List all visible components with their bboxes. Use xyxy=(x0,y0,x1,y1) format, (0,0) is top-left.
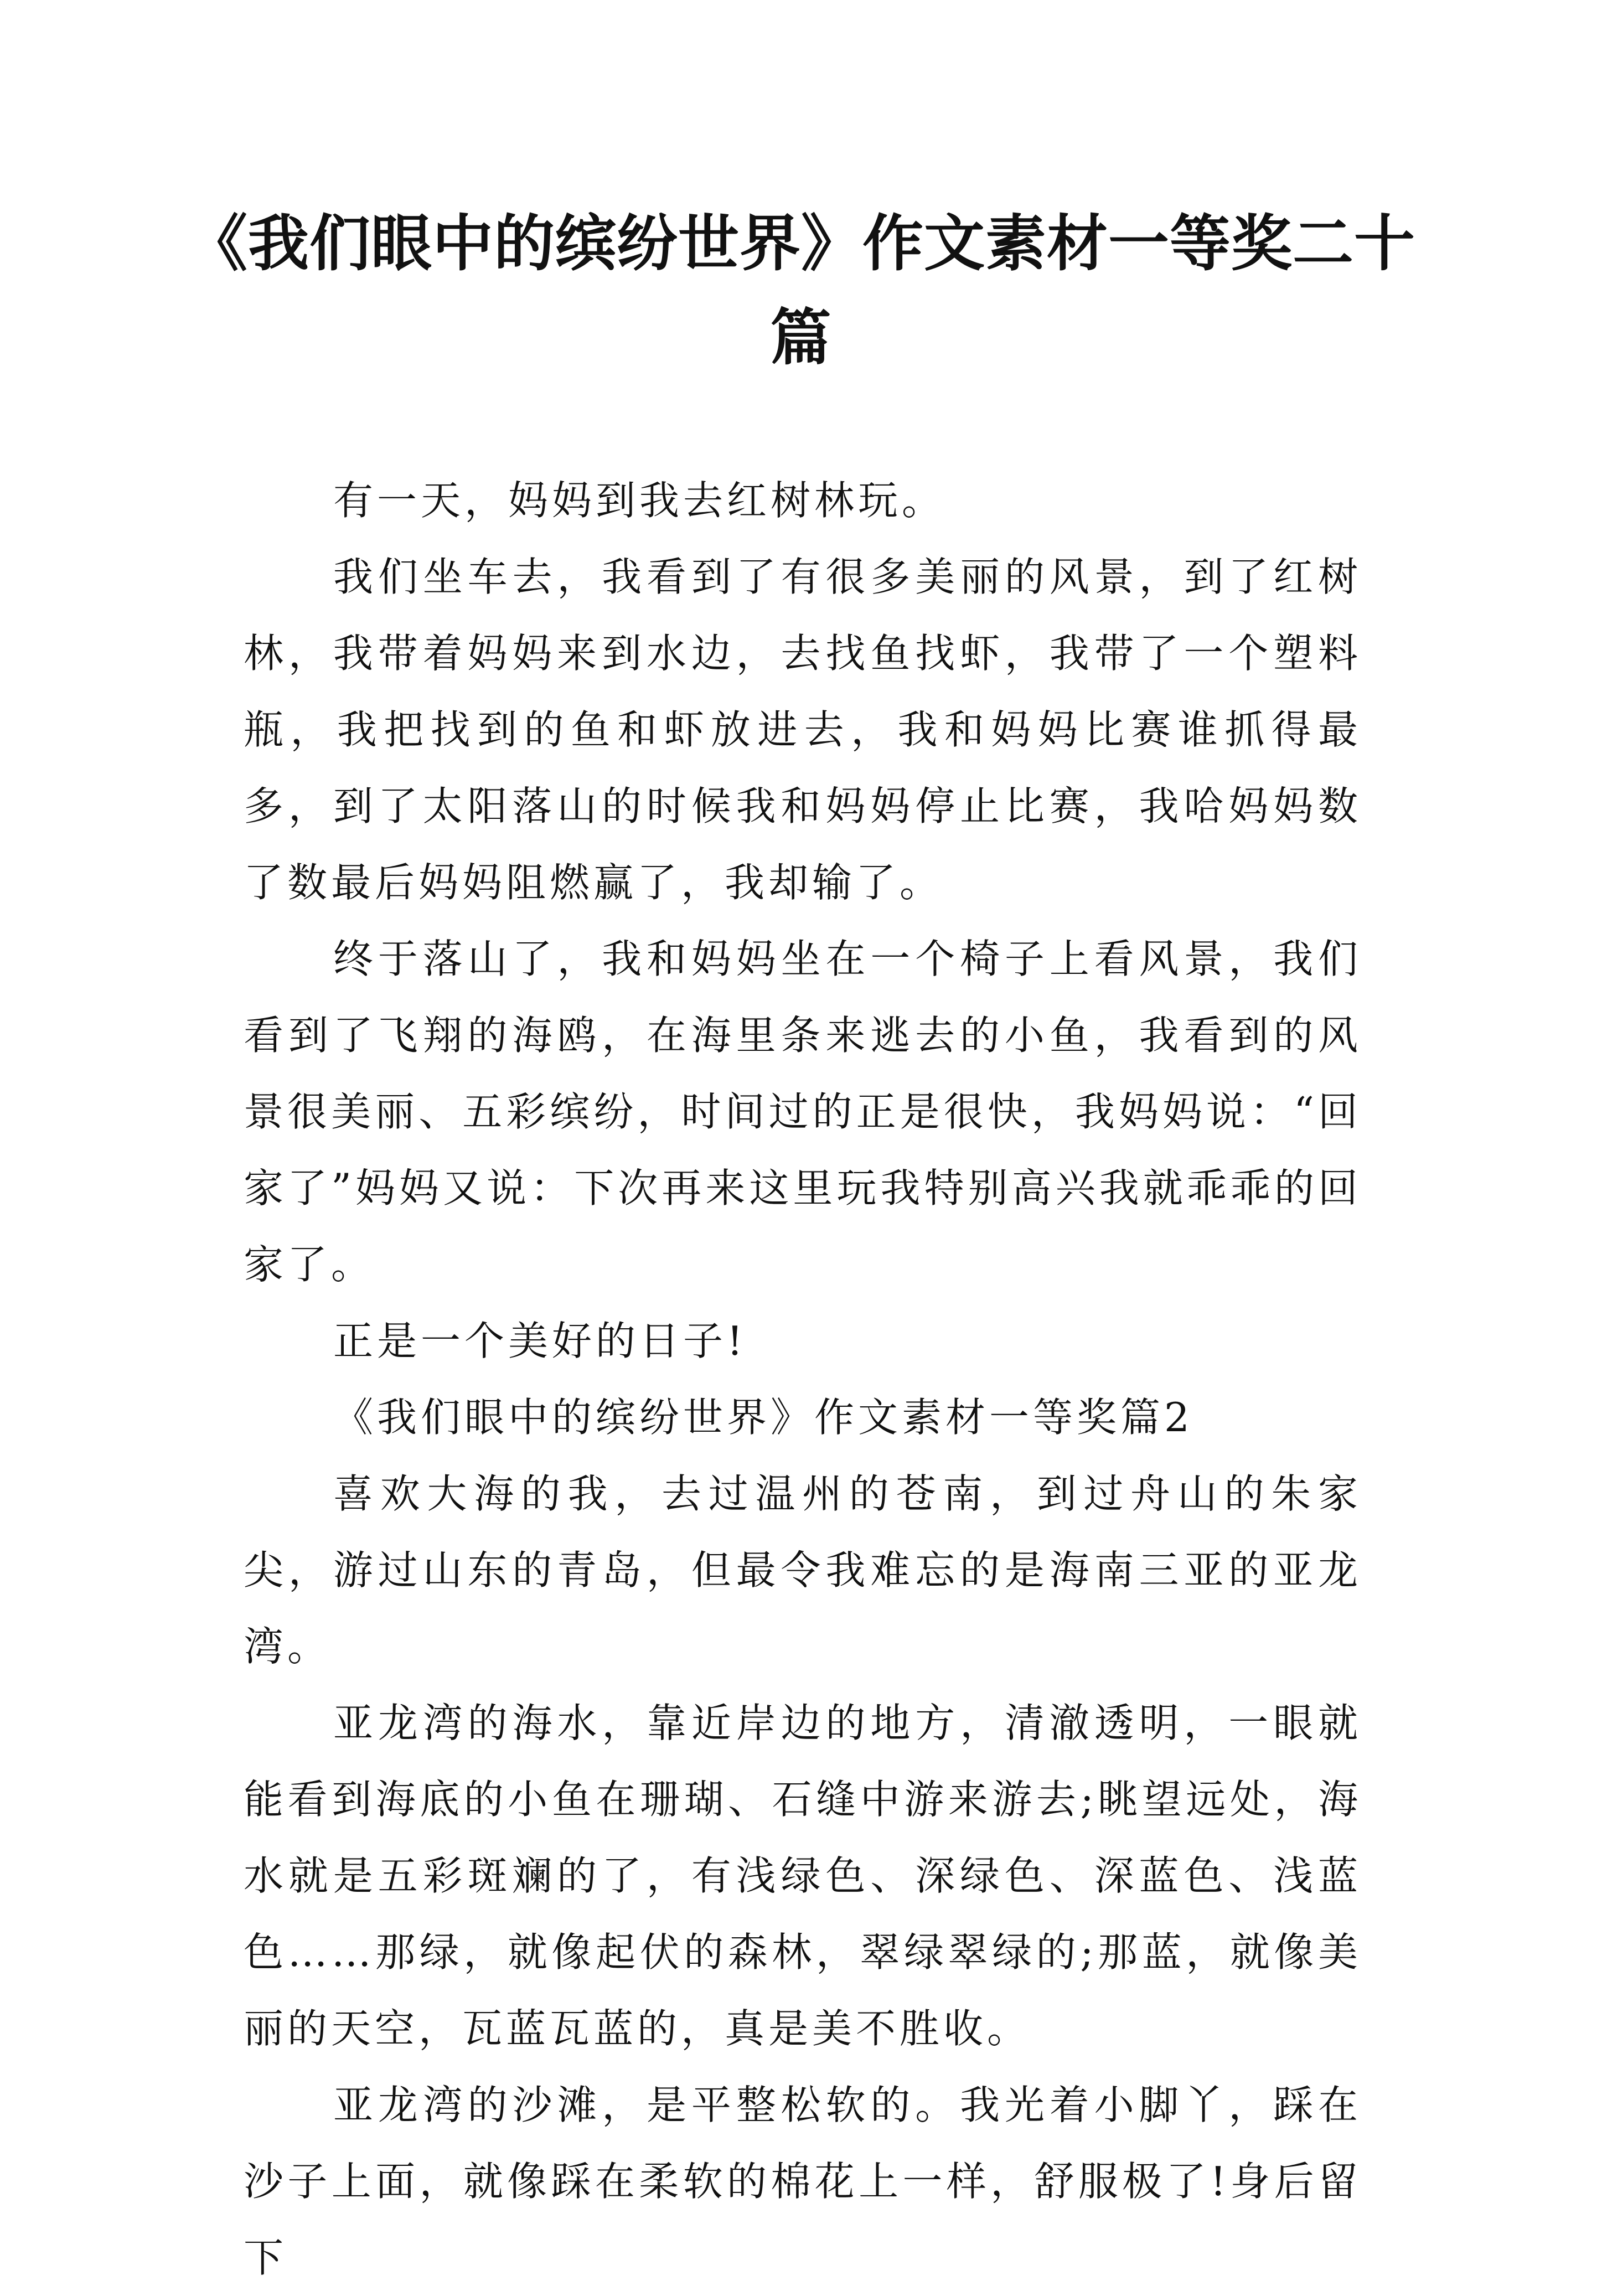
paragraph: 正是一个美好的日子! xyxy=(333,1318,747,1364)
paragraph: 我们坐车去，我看到了有很多美丽的风景，到了红树林，我带着妈妈来到水边，去找鱼找虾，我带了一个塑料瓶，我把找到的鱼和虾放进去，我和妈妈比赛谁抓得最多，到了太阳落山的时候我和妈妈停止比赛，我哈妈妈数了数最后妈妈阻燃赢了，我却输了。 xyxy=(244,554,1362,906)
paragraph: 亚龙湾的沙滩，是平整松软的。我光着小脚丫，踩在沙子上面，就像踩在柔软的棉花上一样，舒服极了!身后留下 xyxy=(244,2082,1362,2281)
paragraph: 喜欢大海的我，去过温州的苍南，到过舟山的朱家尖，游过山东的青岛，但最令我难忘的是海南三亚的亚龙湾。 xyxy=(244,1471,1362,1670)
document-title: 《我们眼中的缤纷世界》作文素材一等奖二十篇 xyxy=(187,208,1415,373)
section-heading: 《我们眼中的缤纷世界》作文素材一等奖篇2 xyxy=(333,1394,1193,1441)
document-body xyxy=(244,462,1362,2296)
paragraph: 亚龙湾的海水，靠近岸边的地方，清澈透明，一眼就能看到海底的小鱼在珊瑚、石缝中游来游去;眺望远处，海水就是五彩斑斓的了，有浅绿色、深绿色、深蓝色、浅蓝色……那绿，就像起伏的森林，翠绿翠绿的;那蓝，就像美丽的天空，瓦蓝瓦蓝的，真是美不胜收。 xyxy=(244,1700,1362,2052)
paragraph: 终于落山了，我和妈妈坐在一个椅子上看风景，我们看到了飞翔的海鸥，在海里条来逃去的小鱼，我看到的风景很美丽、五彩缤纷，时间过的正是很快，我妈妈说：“回家了”妈妈又说：下次再来这里玩我特别高兴我就乖乖的回家了。 xyxy=(244,936,1362,1288)
paragraph: 有一天，妈妈到我去红树林玩。 xyxy=(333,477,946,524)
